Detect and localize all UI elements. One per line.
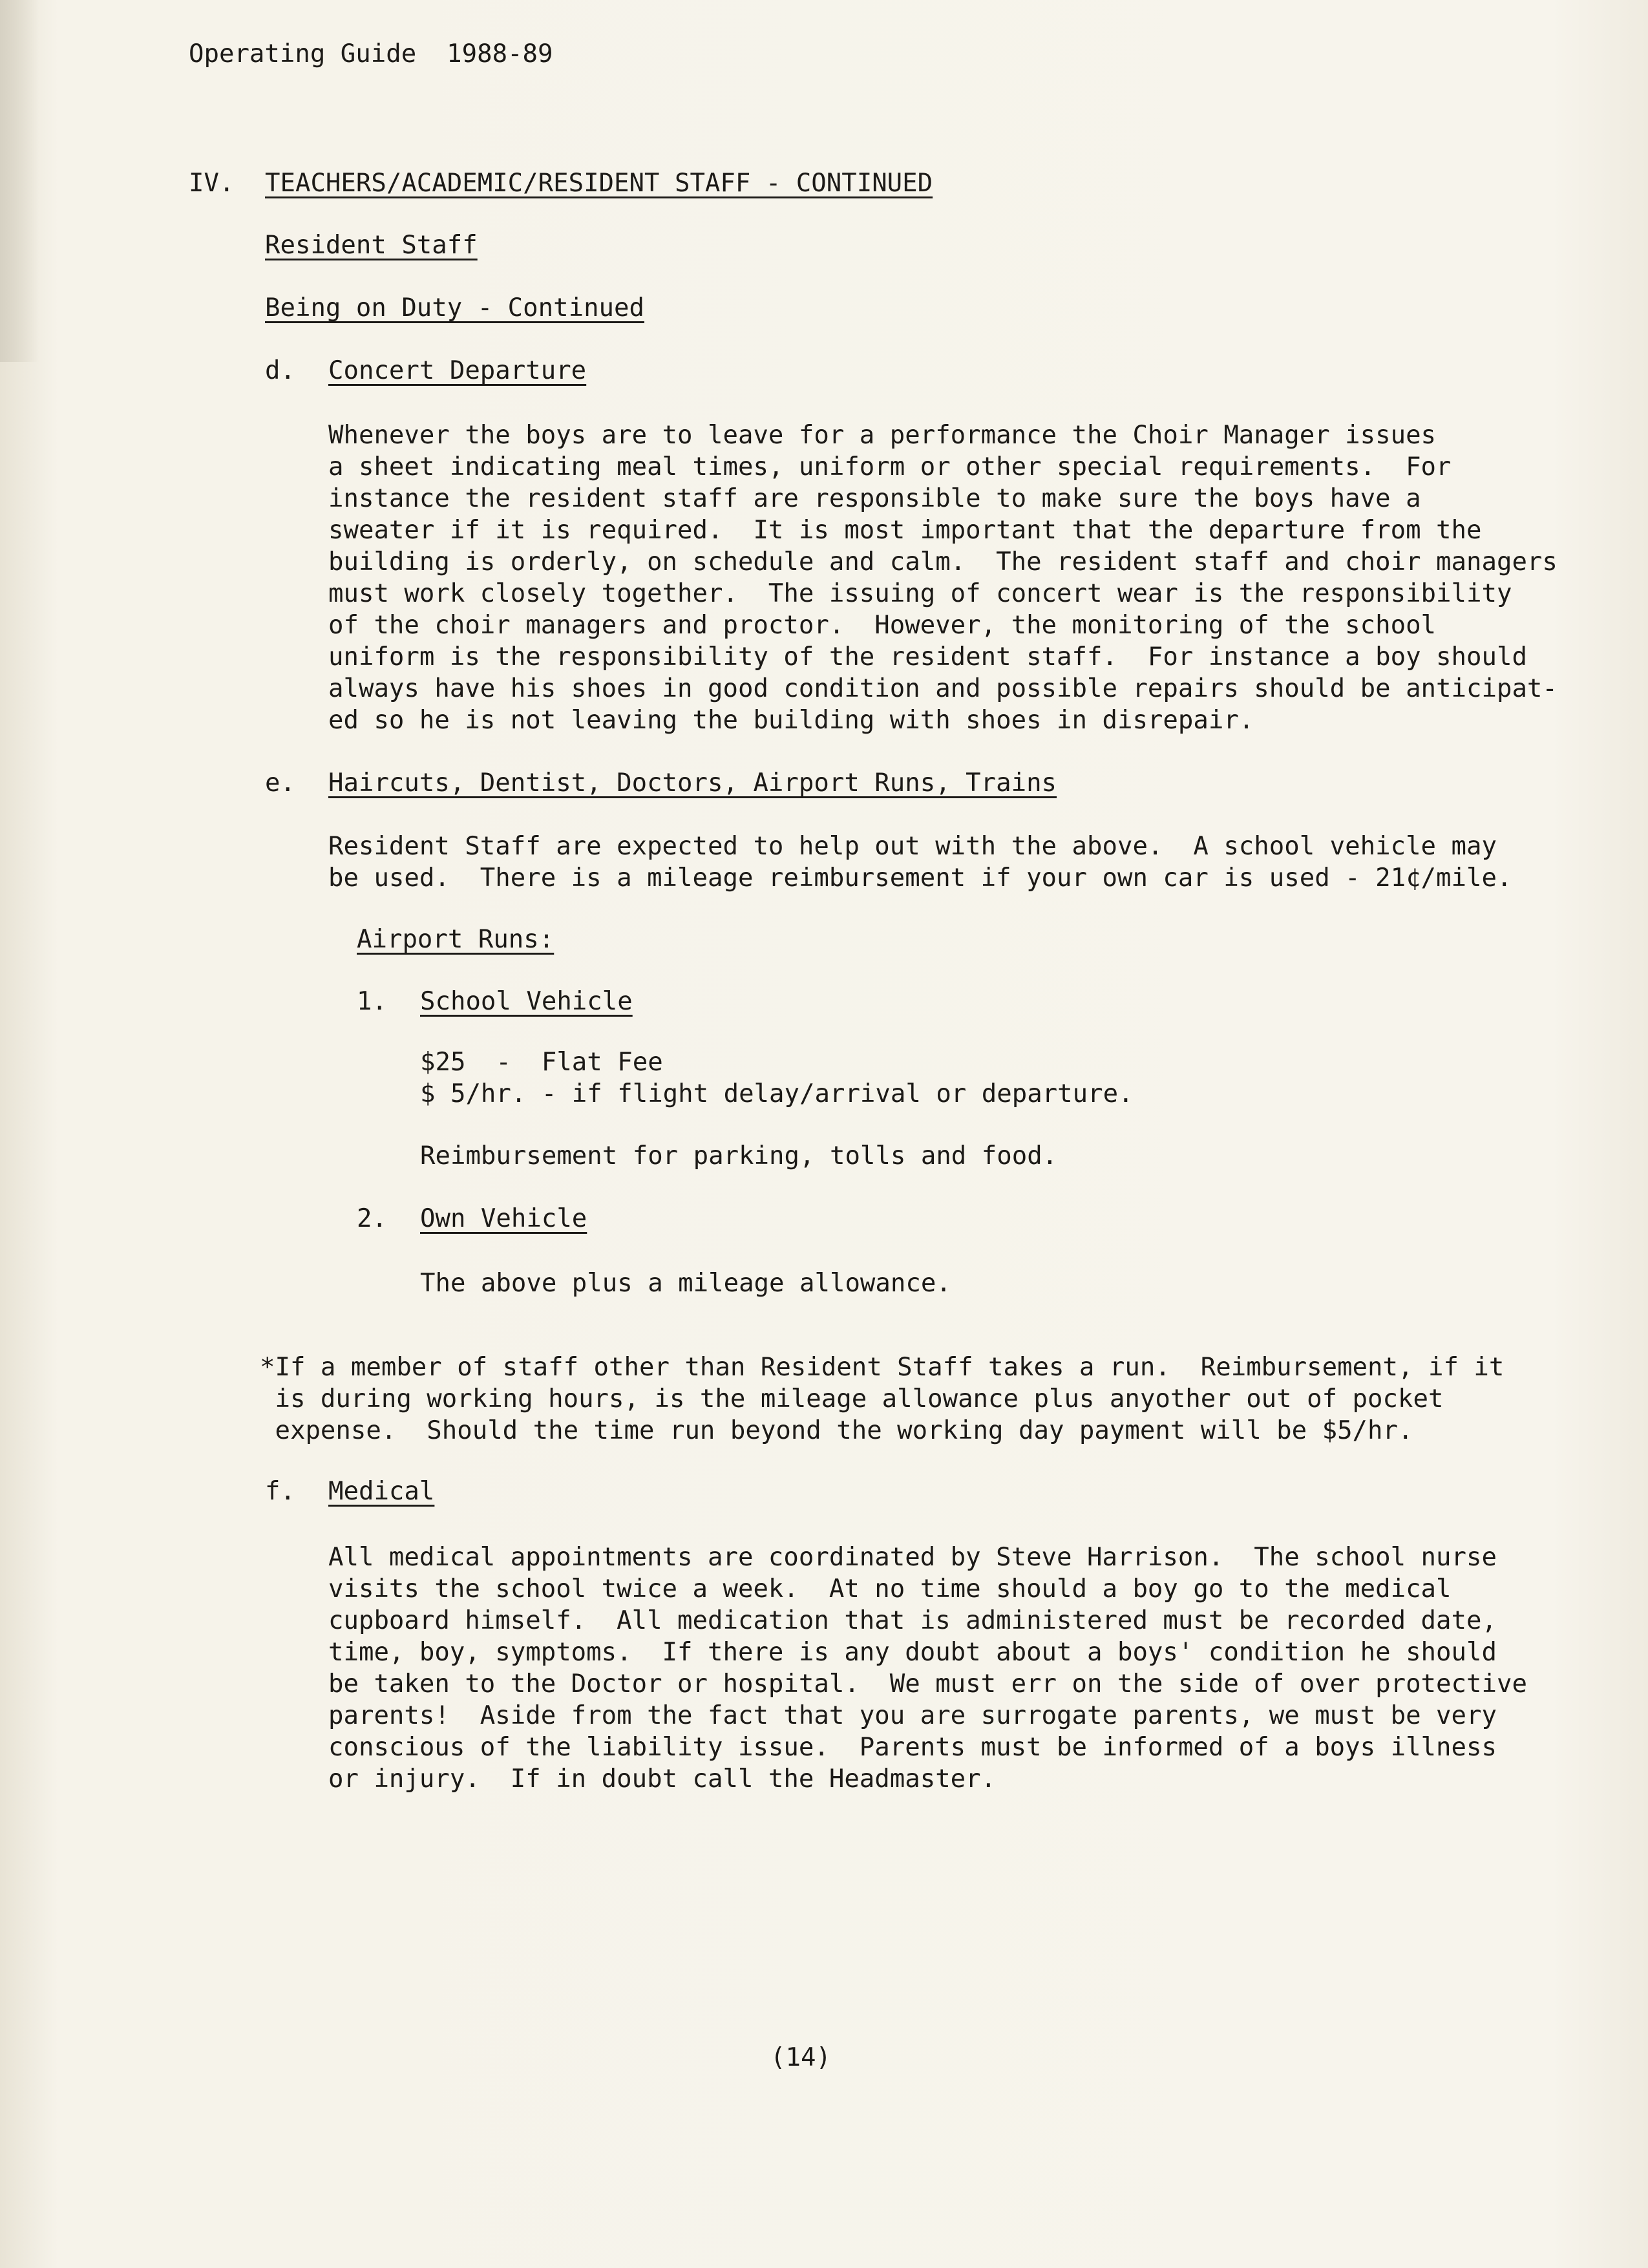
item-e-title: Haircuts, Dentist, Doctors, Airport Runs, Trains [328, 768, 1057, 798]
subheading-being-on-duty: Being on Duty - Continued [265, 293, 644, 323]
reimbursement-line: Reimbursement for parking, tolls and food. [420, 1141, 1058, 1171]
e-line: Resident Staff are expected to help out with the above. A school vehicle may [328, 832, 1497, 861]
item-d-letter: d. [265, 356, 295, 385]
f-line: time, boy, symptoms. If there is any doubt about a boys' condition he should [328, 1638, 1497, 1667]
airport-item-1-number: 1. [357, 987, 387, 1016]
running-header: Operating Guide 1988-89 [189, 39, 553, 69]
f-line: visits the school twice a week. At no time should a boy go to the medical [328, 1574, 1452, 1604]
f-line: parents! Aside from the fact that you are surrogate parents, we must be very [328, 1701, 1497, 1730]
item-e-letter: e. [265, 768, 295, 798]
f-line: or injury. If in doubt call the Headmaster. [328, 1765, 997, 1794]
airport-runs-title: Airport Runs: [357, 925, 555, 954]
d-line: uniform is the responsibility of the resident staff. For instance a boy should [328, 642, 1527, 672]
d-line: always have his shoes in good condition and possible repairs should be anticipat- [328, 674, 1558, 703]
f-line: be taken to the Doctor or hospital. We must err on the side of over protective [328, 1669, 1527, 1699]
d-line: sweater if it is required. It is most important that the departure from the [328, 516, 1482, 545]
f-line: conscious of the liability issue. Parents must be informed of a boys illness [328, 1733, 1497, 1762]
section-number: IV. [189, 169, 235, 198]
fee-flat: $25 - Flat Fee [420, 1048, 663, 1077]
d-line: of the choir managers and proctor. However, the monitoring of the school [328, 611, 1437, 640]
section-title: TEACHERS/ACADEMIC/RESIDENT STAFF - CONTINUED [265, 169, 933, 198]
d-line: building is orderly, on schedule and calm. The resident staff and choir managers [328, 547, 1558, 577]
fee-hourly: $ 5/hr. - if flight delay/arrival or departure. [420, 1079, 1134, 1108]
page-fold-shadow [0, 0, 39, 362]
footnote-line: *If a member of staff other than Resident Staff takes a run. Reimbursement, if it [260, 1353, 1505, 1382]
f-line: All medical appointments are coordinated by Steve Harrison. The school nurse [328, 1543, 1497, 1572]
own-vehicle-text: The above plus a mileage allowance. [420, 1269, 951, 1298]
d-line: instance the resident staff are responsible to make sure the boys have a [328, 484, 1421, 513]
item-f-title: Medical [328, 1477, 435, 1506]
airport-item-2-number: 2. [357, 1204, 387, 1233]
airport-item-2-title: Own Vehicle [420, 1204, 587, 1233]
d-line: ed so he is not leaving the building with shoes in disrepair. [328, 706, 1254, 735]
item-f-letter: f. [265, 1477, 295, 1506]
f-line: cupboard himself. All medication that is administered must be recorded date, [328, 1606, 1497, 1635]
airport-item-1-title: School Vehicle [420, 987, 633, 1016]
footnote-line: is during working hours, is the mileage allowance plus anyother out of pocket [260, 1384, 1444, 1414]
d-line: Whenever the boys are to leave for a performance the Choir Manager issues [328, 421, 1437, 450]
subheading-resident-staff: Resident Staff [265, 231, 478, 260]
footnote-line: expense. Should the time run beyond the working day payment will be $5/hr. [260, 1416, 1413, 1445]
e-line: be used. There is a mileage reimbursement if your own car is used - 21¢/mile. [328, 864, 1512, 893]
d-line: a sheet indicating meal times, uniform or other special requirements. For [328, 452, 1452, 482]
item-d-title: Concert Departure [328, 356, 587, 385]
page-number: (14) [770, 2043, 831, 2072]
d-line: must work closely together. The issuing of concert wear is the responsibility [328, 579, 1512, 608]
